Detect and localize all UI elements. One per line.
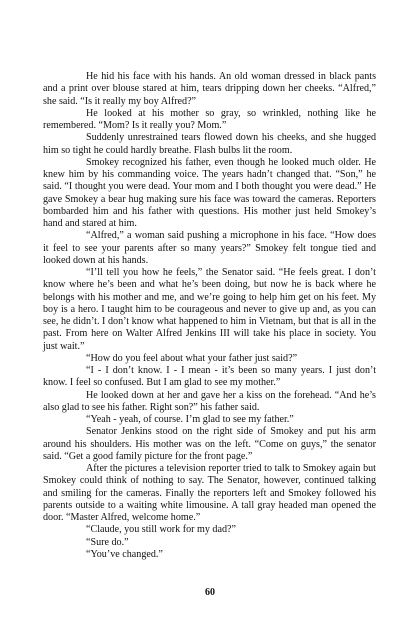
- body-text: [43, 71, 376, 561]
- paragraph: “I’ll tell you how he feels,” the Senator said. “He feels great. I don’t know where he’s been and what he’s been doing, but now he is back where he belongs with his mother and me, and we’re going to help him get on his feet. My boy is a hero. I taught him to be courageous and never to give up and, as you can see, he didn’t. I don’t know what happened to him in Vietnam, but that is all in the past. From here on Walter Alfred Jenkins III will take his place in society. You just wait.”: [43, 267, 376, 352]
- paragraph: “Alfred,” a woman said pushing a microphone in his face. “How does it feel to see your parents after so many years?” Smokey felt tongue tied and looked down at his hands.: [43, 230, 376, 266]
- paragraph: Suddenly unrestrained tears flowed down his cheeks, and she hugged him so tight he could hardly breathe. Flash bulbs lit the room.: [43, 132, 376, 156]
- paragraph: “Yeah - yeah, of course. I’m glad to see my father.”: [86, 414, 294, 425]
- paragraph: Senator Jenkins stood on the right side of Smokey and put his arm around his shoulders. His mother was on the left. “Come on guys,” the senator said. “Get a good family picture for the front page.”: [43, 426, 376, 462]
- paragraph: “Claude, you still work for my dad?”: [86, 524, 236, 536]
- paragraph: “You’ve changed.”: [86, 548, 163, 560]
- paragraph: “I - I don’t know. I - I mean - it’s been so many years. I just don’t know. I feel so confused. But I am glad to see my mother.”: [43, 365, 376, 389]
- paragraph: He looked down at her and gave her a kiss on the forehead. “And he’s also glad to see his father. Right son?” his father said.: [43, 389, 376, 413]
- paragraph: After the pictures a television reporter tried to talk to Smokey again but Smokey could think of nothing to say. The Senator, however, continued talking and smiling for the cameras. Finally the reporters left and Smokey followed his parents outside to a waiting white limousine. A tall gray headed man opened the door. “Master Alfred, welcome home.”: [43, 463, 376, 523]
- paragraph: He hid his face with his hands. An old woman dressed in black pants and a print over blouse stared at him, tears dripping down her cheeks. “Alfred,” she said. “Is it really my boy Alfred?”: [43, 71, 376, 107]
- paragraph: “Sure do.”: [86, 536, 129, 548]
- paragraph: He looked at his mother so gray, so wrinkled, nothing like he remembered. “Mom? Is it really you? Mom.”: [43, 107, 376, 131]
- page-number: 60: [205, 587, 215, 598]
- paragraph: Smokey recognized his father, even though he looked much older. He knew him by his commanding voice. The years hadn’t changed that. “Son,” he said. “I thought you were dead. Your mom and I both thought you were dead.” He gave Smokey a bear hug making sure his face was toward the cameras. Reporters bombarded him and his father with questions. His mother just held Smokey’s hand and stared at him.: [43, 156, 376, 229]
- paragraph: “How do you feel about what your father just said?”: [86, 352, 298, 364]
